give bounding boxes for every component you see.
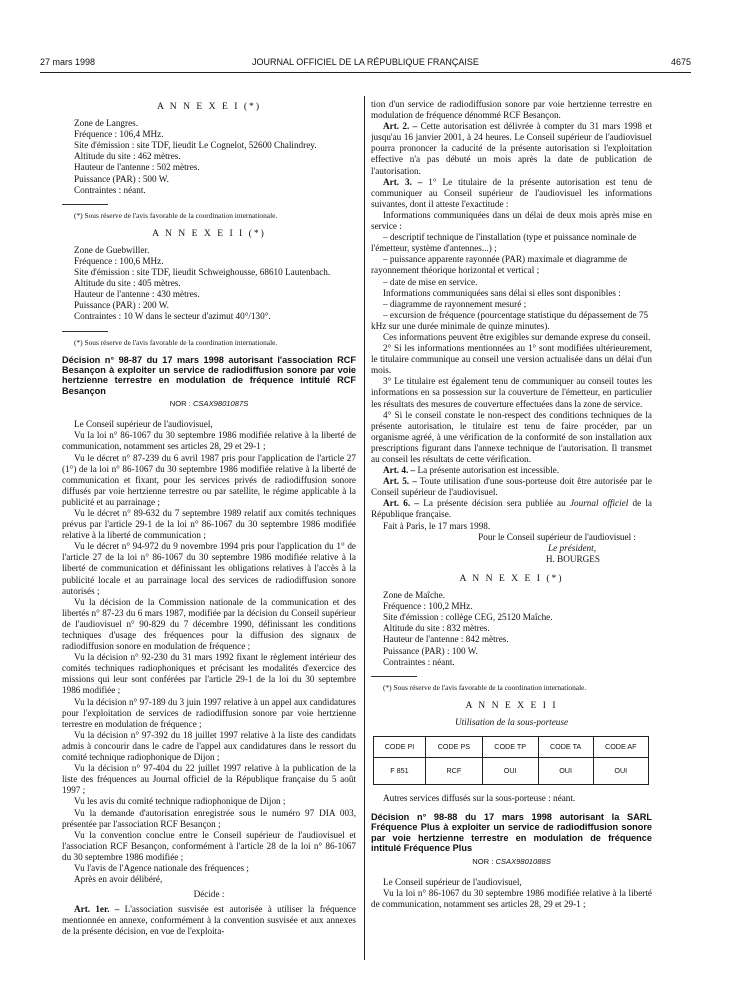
- signature-place-date: Fait à Paris, le 17 mars 1998.: [383, 520, 491, 531]
- annexe-line: Zone de Langres.: [74, 118, 139, 129]
- paragraph: Vu le décret n° 94-972 du 9 novembre 1994 pris pour l'application du 1° de l'article 27 de la loi n° 86-1067 du 30 septembre 1986 modifiée relative à la liberté de communication et définissant les obligations relatives à l'accès à la publicité locale et au parrainage local des services de radiodiffusion sonore autorisés ;: [62, 541, 356, 596]
- paragraph: Ces informations peuvent être exigibles sur demande exprese du conseil.: [383, 331, 651, 342]
- article-3: [371, 177, 652, 210]
- article-2: [371, 121, 652, 176]
- nor-code: CSAX9801087S: [192, 399, 249, 409]
- running-header: [40, 57, 691, 69]
- annexe-line: Contraintes : néant.: [74, 184, 146, 195]
- list-item: – puissance apparente rayonnée (PAR) maximale et diagramme de rayonnement théorique horizontal et vertical ;: [371, 254, 628, 276]
- signature-name: H. BOURGES: [545, 553, 600, 564]
- paragraph: Vu le décret n° 87-239 du 6 avril 1987 pris pour l'application de l'article 27 (1°) de la loi n° 86-1067 du 30 septembre 1986 modifiée relative à la liberté de communication et fixant, pour les services privés de radiodiffusion sonore diffusés par voie hertzienne terrestre ou par satellite, le régime applicable à la publicité et au parrainage ;: [62, 452, 356, 507]
- table-cell: OUI: [482, 757, 538, 784]
- annexe-1-title: A N N E X E I (*): [156, 101, 262, 112]
- annexe-line: Fréquence : 100,2 MHz.: [383, 601, 473, 612]
- annexe-line: Puissance (PAR) : 100 W.: [383, 645, 478, 656]
- footnote-separator: [62, 204, 108, 205]
- paragraph: Informations communiquées sans délai si elles sont disponibles :: [383, 287, 621, 298]
- paragraph: Vu la demande d'autorisation enregistrée sous le numéro 97 DIA 003, présentée par l'association RCF Besançon ;: [62, 807, 356, 829]
- nor-reference: [371, 856, 652, 867]
- article-4: [371, 465, 652, 476]
- paragraph: 3° Le titulaire est également tenu de communiquer au conseil toutes les informations en sa possession sur la couverture de l'émetteur, en particulier les résultats des mesures de couverture effectuées dans la zone de service.: [371, 376, 652, 409]
- annexe-2-title: A N N E X E I I: [465, 699, 558, 711]
- article-text: La présente autorisation est incessible.: [417, 465, 560, 476]
- annexe-line: Puissance (PAR) : 200 W.: [74, 300, 169, 311]
- nor-code: CSAX9801088S: [495, 856, 551, 866]
- article-text: Cette autorisation est délivrée à compter du 31 mars 1998 et jusqu'au 16 janvier 2001, à 24 heures. Le Conseil supérieur de l'audiovisuel pourra prononcer la caducité de la présente autorisation si l'exploitation effective n'a pas débuté un mois après la date de publication de l'autorisation.: [371, 121, 652, 176]
- table-header-row: [374, 736, 649, 757]
- decision-body: [62, 419, 356, 937]
- decide-heading: Décide :: [193, 889, 225, 900]
- article-text: Toute utilisation d'une sous-porteuse doit être autorisée par le Conseil supérieur de l'audiovisuel.: [371, 476, 652, 498]
- article-label: Art. 4. –: [383, 465, 416, 476]
- table-header-cell: CODE PS: [426, 736, 483, 757]
- annexe-1-details: [62, 118, 356, 196]
- header-rule: [40, 72, 691, 73]
- header-journal-title: JOURNAL OFFICIEL DE LA RÉPUBLIQUE FRANÇAISE: [252, 57, 479, 67]
- paragraph: Autres services diffusés sur la sous-porteuse : néant.: [383, 792, 576, 803]
- paragraph: Le Conseil supérieur de l'audiovisuel,: [74, 419, 213, 430]
- table-row: [374, 757, 649, 784]
- list-item: – excursion de fréquence (pourcentage statistique du dépassement de 75 kHz sur une durée minimale de quinze minutes).: [371, 309, 649, 331]
- list-item: – descriptif technique de l'installation (type et puissance nominale de l'émetteur, système d'antennes...) ;: [371, 232, 637, 254]
- annexe-title: A N N E X E I (*): [459, 572, 564, 584]
- annexe-line: Altitude du site : 405 mètres.: [74, 278, 181, 289]
- annexe-line: Contraintes : néant.: [383, 656, 455, 667]
- annexe-line: Contraintes : 10 W dans le secteur d'azimut 40°/130°.: [74, 311, 271, 322]
- column-divider: [364, 96, 365, 960]
- annexe-line: Hauteur de l'antenne : 842 mètres.: [383, 634, 509, 645]
- annexe-line: Fréquence : 100,6 MHz.: [74, 255, 164, 266]
- paragraph: Vu la loi n° 86-1067 du 30 septembre 1986 modifiée relative à la liberté de communication, notamment ses articles 28, 29 et 29-1 ;: [62, 430, 356, 452]
- annexe-2-title: A N N E X E I I (*): [152, 227, 266, 239]
- paragraph: Vu la décision n° 97-392 du 18 juillet 1997 relative à la liste des candidats admis à concourir dans le cadre de l'appel aux candidatures dans le ressort du comité technique radiophonique de Dijon ;: [62, 729, 356, 763]
- article-label: Art. 5. –: [383, 476, 417, 487]
- header-page-number: 4675: [670, 57, 691, 67]
- table-header-cell: CODE PI: [374, 736, 426, 757]
- footnote-separator: [371, 676, 417, 677]
- article-1: [62, 904, 356, 937]
- table-cell: OUI: [538, 757, 593, 784]
- article-5: [371, 476, 652, 498]
- article-label: Art. 6. –: [383, 498, 419, 509]
- table-cell: OUI: [593, 757, 648, 784]
- nor-reference: [62, 398, 356, 409]
- journal-name: Journal officiel: [569, 498, 629, 509]
- article-6: [371, 498, 652, 520]
- annexe-line: Zone de Maîche.: [383, 590, 445, 601]
- nor-label: NOR :: [472, 856, 494, 866]
- table-header-cell: CODE AF: [593, 736, 648, 757]
- table-header-cell: CODE TA: [538, 736, 593, 757]
- annexe-2-details: [62, 245, 356, 323]
- header-date: 27 mars 1998: [40, 57, 96, 67]
- decision-title: Décision n° 98-87 du 17 mars 1998 autorisant l'association RCF Besançon à exploiter un service de radiodiffusion sonore par voie hertzienne terrestre en modulation de fréquence intitulé RCF Besançon: [62, 354, 356, 396]
- list-item: – date de mise en service.: [383, 276, 478, 287]
- nor-label: NOR :: [169, 399, 191, 409]
- annexe-line: Site d'émission : site TDF, lieudit Schweighousse, 68610 Lautenbach.: [74, 267, 331, 278]
- annexe-line: Hauteur de l'antenne : 430 mètres.: [74, 289, 200, 300]
- table-cell: F 851: [374, 757, 426, 784]
- article-text: L'association susvisée est autorisée à utiliser la fréquence mentionnée en annexe, conformément à la convention susvisée et aux annexes de la présente décision, en vue de l'exploita-: [62, 904, 356, 937]
- decision-title: Décision n° 98-88 du 17 mars 1998 autorisant la SARL Fréquence Plus à exploiter un service de radiodiffusion sonore par voie hertzienne terrestre en modulation de fréquence intitulé Fréquence Plus: [371, 811, 652, 854]
- paragraph: Vu la décision de la Commission nationale de la communication et des libertés n° 87-23 du 6 mars 1987, modifiée par la décision du Conseil supérieur de l'audiovisuel n° 90-829 du 7 décembre 1990, définissant les conditions techniques d'usage des fréquences pour la diffusion des signaux de radiodiffusion sonore en modulation de fréquence ;: [62, 596, 356, 652]
- paragraph: 4° Si le conseil constate le non-respect des conditions techniques de la présente autorisation, le titulaire est tenu de faire procéder, par un organisme agréé, à une vérification de la conformité de son installation aux prescriptions figurant dans l'annexe technique de l'autorisation. Il transmet au conseil les résultats de cette vérification.: [371, 409, 652, 464]
- article-label: Art. 1er. –: [74, 904, 120, 915]
- signature-line: Pour le Conseil supérieur de l'audiovisuel :: [478, 531, 636, 542]
- annexe-line: Altitude du site : 832 mètres.: [383, 623, 490, 634]
- paragraph: 2° Si les informations mentionnées au 1° sont modifiées ultérieurement, le titulaire communique au conseil une version actualisée dans un délai d'un mois.: [371, 343, 652, 376]
- signature-title: Le président,: [548, 542, 596, 553]
- footnote: (*) Sous réserve de l'avis favorable de la coordination internationale.: [74, 210, 278, 220]
- footnote: (*) Sous réserve de l'avis favorable de la coordination internationale.: [383, 682, 587, 692]
- table-header-cell: CODE TP: [482, 736, 538, 757]
- paragraph: Le Conseil supérieur de l'audiovisuel,: [383, 876, 522, 887]
- subcarrier-table: [373, 736, 649, 785]
- annexe-line: Hauteur de l'antenne : 502 mètres.: [74, 162, 200, 173]
- list-item: – diagramme de rayonnement mesuré ;: [383, 298, 527, 309]
- annexe-line: Site d'émission : collège CEG, 25120 Maîche.: [383, 612, 553, 623]
- info-list-2: [371, 299, 652, 332]
- paragraph: Vu les avis du comité technique radiophonique de Dijon ;: [74, 796, 286, 807]
- right-column: [371, 99, 652, 989]
- paragraph: Après en avoir délibéré,: [74, 874, 163, 885]
- paragraph: Vu l'avis de l'Agence nationale des fréquences ;: [74, 862, 249, 873]
- article-text: 1° Le titulaire de la présente autorisation est tenu de communiquer au Conseil supérieur de l'audiovisuel les informations suivantes, dont il atteste l'exactitude :: [371, 176, 652, 209]
- article-label: Art. 2. –: [383, 121, 418, 132]
- info-list-1: [371, 232, 652, 287]
- paragraph: Vu le décret n° 89-632 du 7 septembre 1989 relatif aux comités techniques prévus par l'article 29-1 de la loi n° 86-1067 du 30 septembre 1986 modifiée relative à la liberté de communication ;: [62, 507, 356, 541]
- paragraph: Vu la convention conclue entre le Conseil supérieur de l'audiovisuel et l'association RCF Besançon, conformément à l'article 28 de la loi n° 86-1067 du 30 septembre 1986 modifiée ;: [62, 829, 356, 862]
- annexe-line: Fréquence : 106,4 MHz.: [74, 129, 164, 140]
- article-text: La présente décision sera publiée au: [423, 498, 566, 509]
- paragraph: Vu la loi n° 86-1067 du 30 septembre 1986 modifiée relative à la liberté de communication, notamment ses articles 28, 29 et 29-1 ;: [371, 887, 652, 909]
- article-text: de la République française.: [371, 498, 652, 520]
- paragraph: tion d'un service de radiodiffusion sonore par voie hertzienne terrestre en modulation de fréquence dénommé RCF Besançon.: [371, 99, 652, 121]
- paragraph: Vu la décision n° 97-189 du 3 juin 1997 relative à un appel aux candidatures pour l'exploitation de services de radiodiffusion sonore par voie hertzienne terrestre en modulation de fréquence ;: [62, 696, 356, 729]
- annexe-line: Puissance (PAR) : 500 W.: [74, 173, 169, 184]
- table-cell: RCF: [426, 757, 483, 784]
- annexe-line: Altitude du site : 462 mètres.: [74, 151, 181, 162]
- footnote-separator: [62, 331, 108, 332]
- paragraph: Informations communiquées dans un délai de deux mois après mise en service :: [371, 209, 652, 232]
- annexe-line: Site d'émission : site TDF, lieudit Le Cognelot, 52600 Chalindrey.: [74, 140, 317, 151]
- paragraph: Vu la décision n° 97-404 du 22 juillet 1997 relative à la publication de la liste des fréquences au Journal officiel de la République française du 5 août 1997 ;: [62, 763, 356, 796]
- annexe-line: Zone de Guebwiller.: [74, 244, 150, 255]
- paragraph: Vu la décision n° 92-230 du 31 mars 1992 fixant le règlement intérieur des comités techniques radiophoniques et précisant les modalités d'exercice des missions qui leur sont conférées par l'article 29-1 de la loi du 30 septembre 1986 modifiée ;: [62, 652, 356, 696]
- article-label: Art. 3. –: [383, 176, 423, 187]
- annexe-2-subtitle: Utilisation de la sous-porteuse: [454, 716, 569, 727]
- footnote: (*) Sous réserve de l'avis favorable de la coordination internationale.: [74, 337, 278, 347]
- annexe-details: [371, 590, 652, 668]
- left-column: [62, 99, 356, 989]
